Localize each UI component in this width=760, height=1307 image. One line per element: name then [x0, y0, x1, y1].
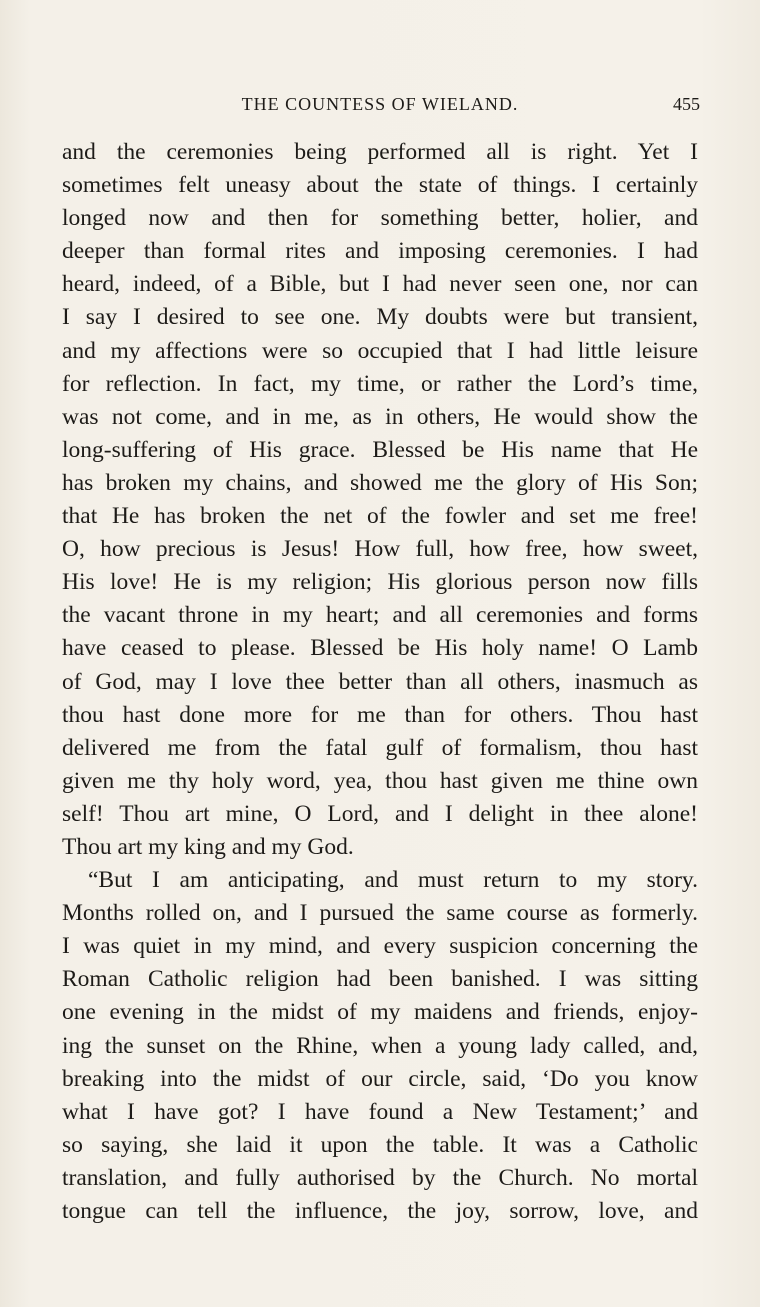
text-line: self! Thou art mine, O Lord, and I delight in thee alone!	[62, 800, 698, 827]
page-header	[0, 94, 760, 124]
text-line: one evening in the midst of my maidens and friends, enjoy-	[62, 999, 698, 1026]
text-line: Months rolled on, and I pursued the same course as formerly.	[62, 900, 698, 927]
page-number: 455	[673, 94, 700, 114]
text-line: breaking into the midst of our circle, said, ‘Do you know	[62, 1065, 698, 1092]
text-line: His love! He is my religion; His glorious person now fills	[62, 569, 698, 596]
text-line: I say I desired to see one. My doubts were but transient,	[62, 304, 698, 331]
text-line: what I have got? I have found a New Testament;’ and	[62, 1098, 698, 1125]
text-line: that He has broken the net of the fowler and set me free!	[62, 503, 698, 530]
text-line: I was quiet in my mind, and every suspicion concerning the	[62, 933, 698, 960]
text-line: sometimes felt uneasy about the state of things. I certainly	[62, 172, 698, 199]
text-line: translation, and fully authorised by the Church. No mortal	[62, 1164, 698, 1191]
text-line: has broken my chains, and showed me the glory of His Son;	[62, 469, 698, 496]
text-line: long-suffering of His grace. Blessed be His name that He	[62, 436, 698, 463]
text-line: so saying, she laid it upon the table. It was a Catholic	[62, 1131, 698, 1158]
text-line: deeper than formal rites and imposing ceremonies. I had	[62, 238, 698, 265]
text-line: the vacant throne in my heart; and all ceremonies and forms	[62, 602, 698, 629]
text-line: Roman Catholic religion had been banished. I was sitting	[62, 966, 698, 993]
text-line: of God, may I love thee better than all others, inasmuch as	[62, 668, 698, 695]
text-line: “But I am anticipating, and must return to my story.	[88, 867, 698, 894]
text-line: and the ceremonies being performed all is right. Yet I	[62, 139, 698, 165]
body-text	[62, 136, 698, 1228]
text-line: heard, indeed, of a Bible, but I had never seen one, nor can	[62, 271, 698, 298]
text-line: given me thy holy word, yea, thou hast given me thine own	[62, 767, 698, 794]
text-line: tongue can tell the influence, the joy, sorrow, love, and	[62, 1198, 698, 1224]
text-line: have ceased to please. Blessed be His holy name! O Lamb	[62, 635, 698, 662]
text-line: for reflection. In fact, my time, or rather the Lord’s time,	[62, 370, 698, 397]
text-line: was not come, and in me, as in others, He would show the	[62, 403, 698, 430]
text-line: and my affections were so occupied that I had little leisure	[62, 337, 698, 364]
text-line: thou hast done more for me than for others. Thou hast	[62, 701, 698, 728]
text-line: longed now and then for something better, holier, and	[62, 205, 698, 232]
text-line: Thou art my king and my God.	[62, 833, 354, 860]
text-line: ing the sunset on the Rhine, when a young lady called, and,	[62, 1032, 698, 1059]
running-title: THE COUNTESS OF WIELAND.	[241, 94, 519, 114]
text-line: delivered me from the fatal gulf of formalism, thou hast	[62, 734, 698, 761]
text-line: O, how precious is Jesus! How full, how free, how sweet,	[62, 536, 698, 563]
